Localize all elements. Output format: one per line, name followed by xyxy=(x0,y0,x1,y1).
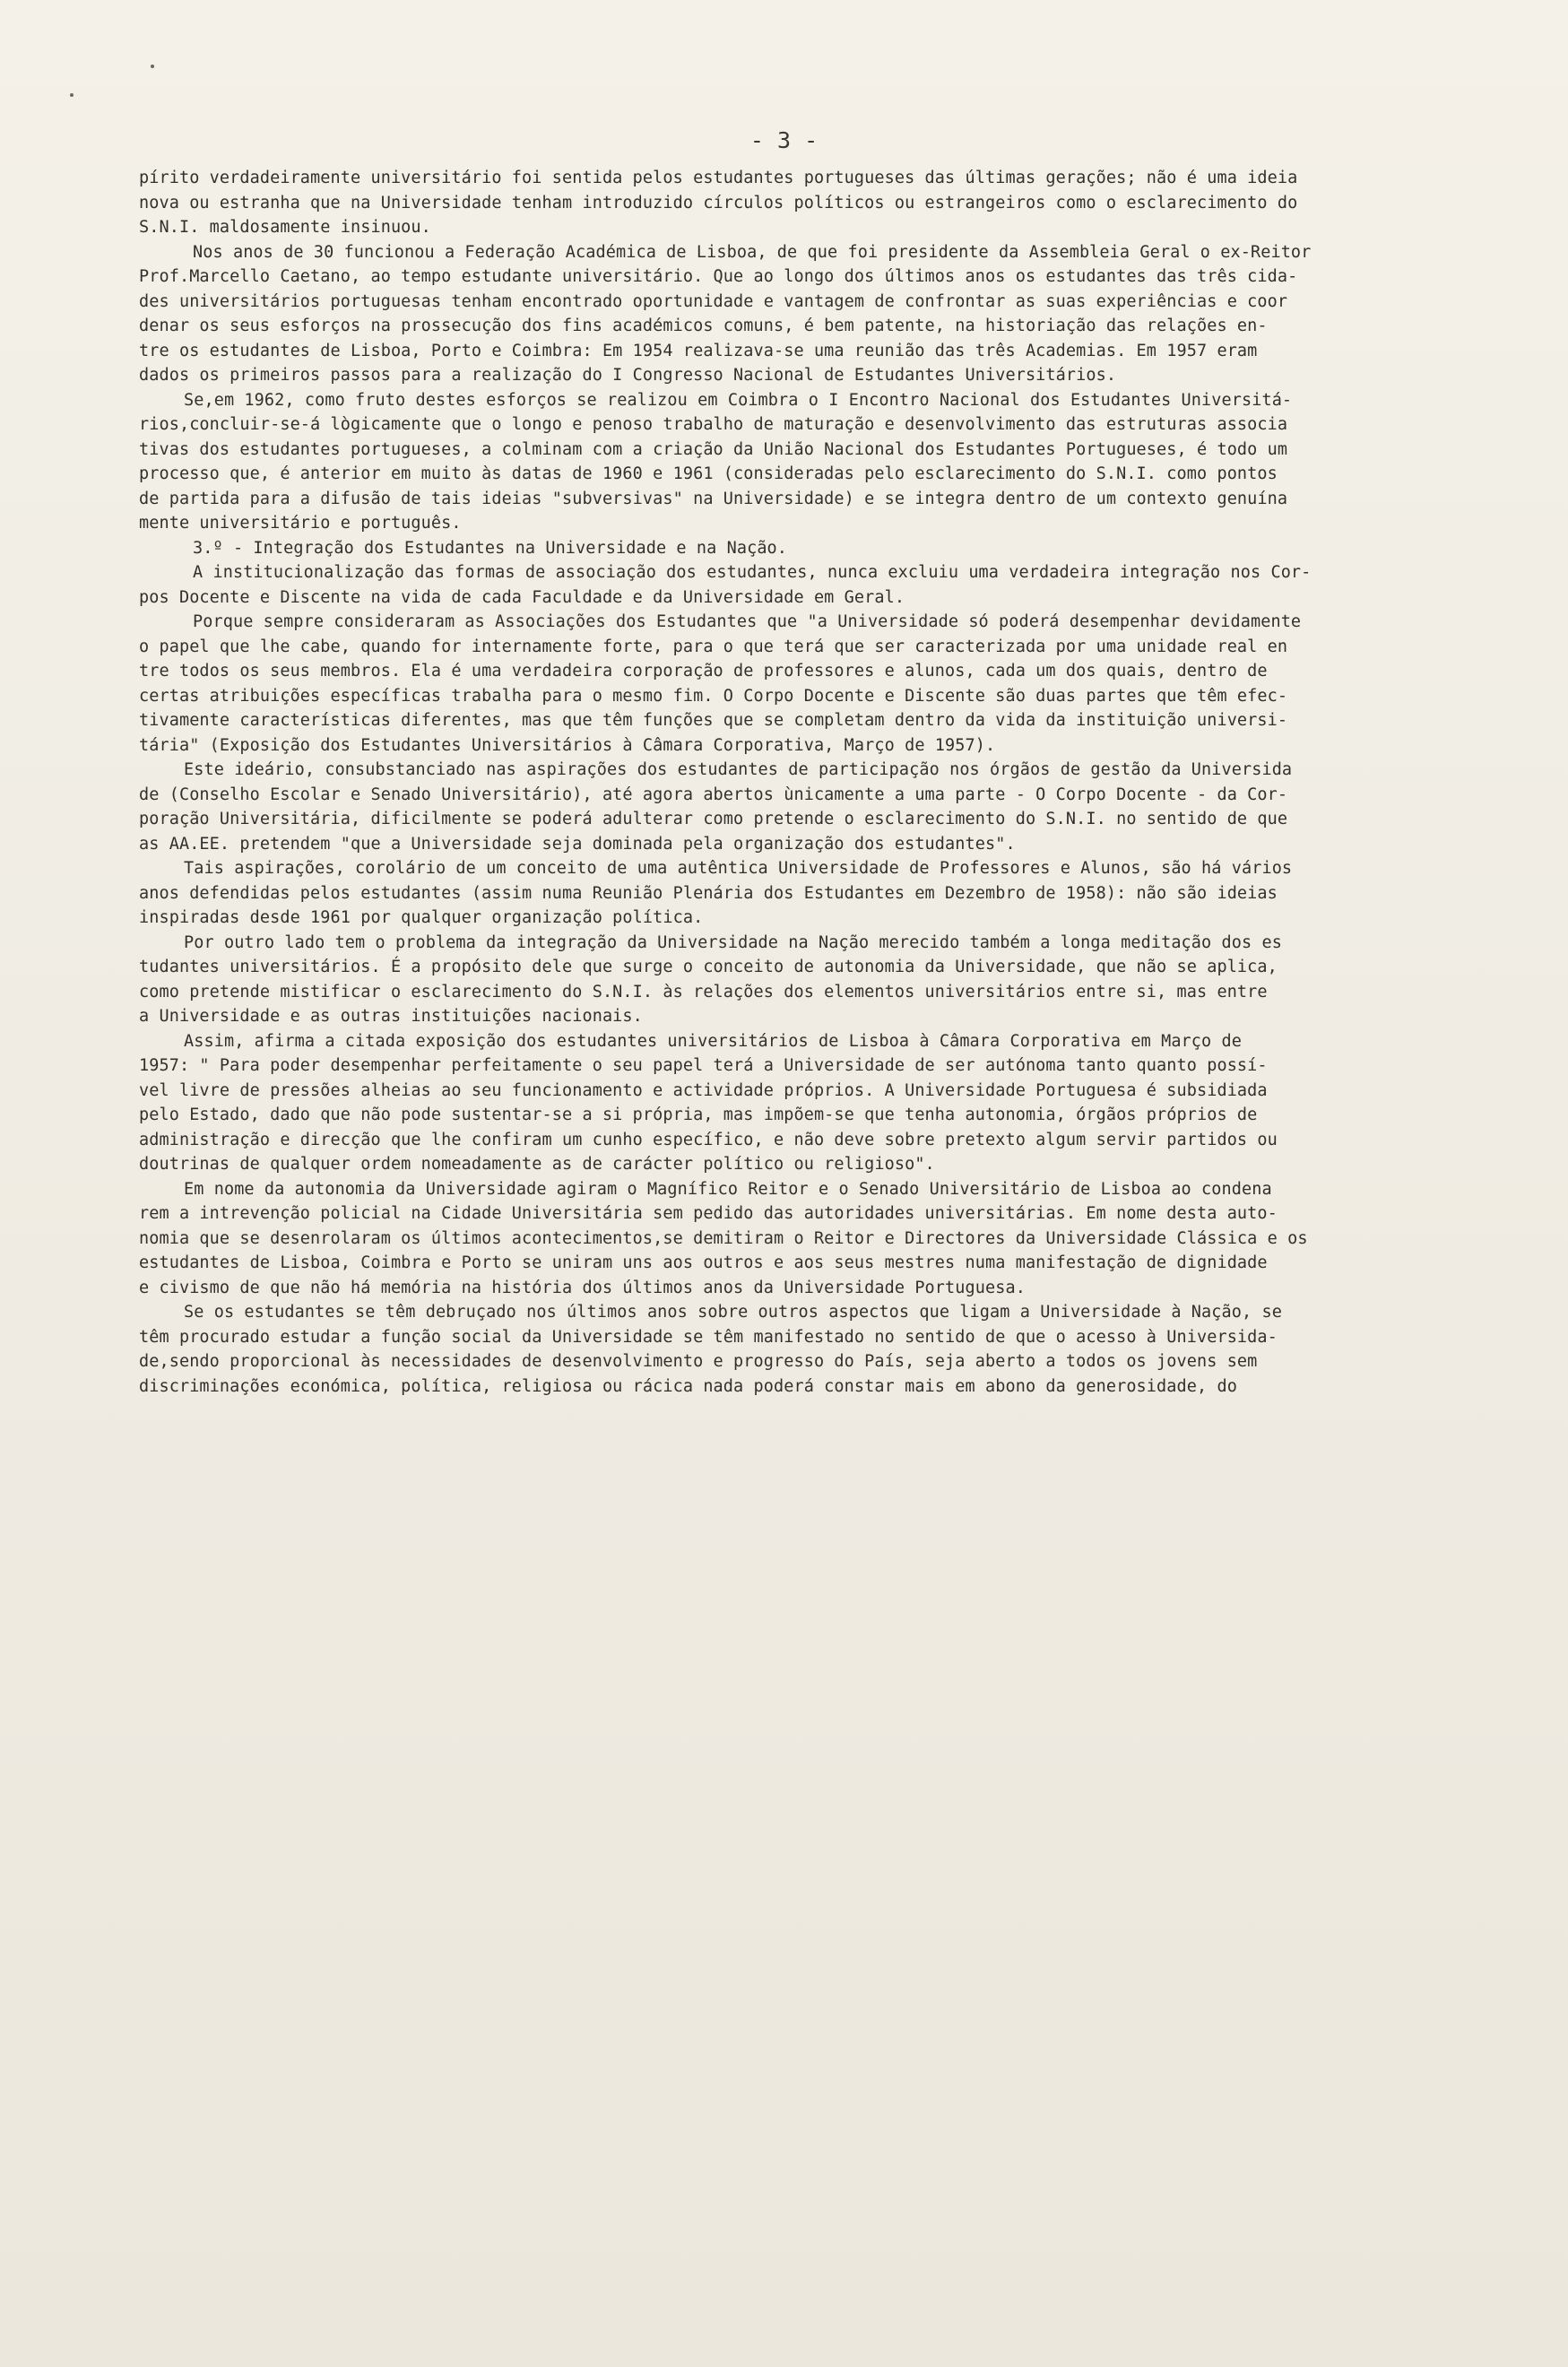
text-line: as AA.EE. pretendem "que a Universidade seja dominada pela organização dos estudantes". xyxy=(139,834,1016,854)
text-line: a Universidade e as outras instituições nacionais. xyxy=(139,1007,643,1026)
text-line: nomia que se desenrolaram os últimos acontecimentos,se demitiram o Reitor e Directores da Universidade Clássica e os xyxy=(139,1228,1308,1248)
text-line: processo que, é anterior em muito às datas de 1960 e 1961 (consideradas pelo esclarecimento do S.N.I. como pontos xyxy=(139,464,1278,483)
text-line: Este ideário, consubstanciado nas aspirações dos estudantes de participação nos órgãos de gestão da Universida xyxy=(184,760,1293,779)
text-line: de (Conselho Escolar e Senado Universitário), até agora abertos ùnicamente a uma parte - O Corpo Docente - da Cor- xyxy=(139,785,1288,804)
text-line: Por outro lado tem o problema da integração da Universidade na Nação merecido também a longa meditação dos es xyxy=(184,932,1282,952)
text-line: Se,em 1962, como fruto destes esforços se realizou em Coimbra o I Encontro Nacional dos Estudantes Universitá- xyxy=(184,390,1293,410)
text-line: inspiradas desde 1961 por qualquer organização política. xyxy=(139,908,704,927)
document-body xyxy=(139,166,1439,1399)
text-line: o papel que lhe cabe, quando for internamente forte, para o que terá que ser caracterizada por uma unidade real en xyxy=(139,637,1288,656)
text-line: 3.º - Integração dos Estudantes na Universidade e na Nação. xyxy=(193,538,788,558)
text-line: Porque sempre consideraram as Associações dos Estudantes que "a Universidade só poderá desempenhar devidamente xyxy=(193,612,1302,631)
text-line: 1957: " Para poder desempenhar perfeitamente o seu papel terá a Universidade de ser autónoma tanto quanto possí- xyxy=(139,1056,1268,1075)
text-line: denar os seus esforços na prossecução dos fins académicos comuns, é bem patente, na historiação das relações en- xyxy=(139,316,1268,335)
text-line: A institucionalização das formas de associação dos estudantes, nunca excluiu uma verdadeira integração nos Cor- xyxy=(193,563,1312,582)
text-line: administração e direcção que lhe confiram um cunho específico, e não deve sobre pretexto algum servir partidos ou xyxy=(139,1130,1278,1149)
text-line: des universitários portuguesas tenham encontrado oportunidade e vantagem de confrontar as suas experiências e coor xyxy=(139,291,1288,311)
text-line: anos defendidas pelos estudantes (assim numa Reunião Plenária dos Estudantes em Dezembro de 1958): não são ideias xyxy=(139,883,1278,903)
text-line: doutrinas de qualquer ordem nomeadamente as de carácter político ou religioso". xyxy=(139,1155,935,1174)
text-line: poração Universitária, dificilmente se poderá adulterar como pretende o esclarecimento do S.N.I. no sentido de que xyxy=(139,810,1288,828)
page-number: - 3 - xyxy=(749,127,819,153)
text-line: mente universitário e português. xyxy=(139,514,462,533)
text-line: vel livre de pressões alheias ao seu funcionamento e actividade próprios. A Universidade Portuguesa é subsidiada xyxy=(139,1080,1268,1100)
text-line: tudantes universitários. É a propósito dele que surge o conceito de autonomia da Universidade, que não se aplica, xyxy=(139,958,1278,976)
text-line: S.N.I. maldosamente insinuou. xyxy=(139,218,431,237)
text-line: certas atribuições específicas trabalha para o mesmo fim. O Corpo Docente e Discente são duas partes que têm efec- xyxy=(139,686,1288,706)
text-line: nova ou estranha que na Universidade tenham introduzido círculos políticos ou estrangeiros como o esclarecimento do xyxy=(139,193,1298,212)
text-line: Assim, afirma a citada exposição dos estudantes universitários de Lisboa à Câmara Corporativa em Março de xyxy=(184,1031,1242,1051)
text-line: Nos anos de 30 funcionou a Federação Académica de Lisboa, de que foi presidente da Assembleia Geral o ex-Reitor xyxy=(193,242,1312,262)
paper-speck xyxy=(151,65,154,68)
text-line: Se os estudantes se têm debruçado nos últimos anos sobre outros aspectos que ligam a Universidade à Nação, se xyxy=(184,1303,1282,1322)
text-line: estudantes de Lisboa, Coimbra e Porto se uniram uns aos outros e aos seus mestres numa manifestação de dignidade xyxy=(139,1253,1268,1272)
text-line: tivas dos estudantes portugueses, a colminam com a criação da União Nacional dos Estudantes Portugueses, é todo um xyxy=(139,439,1288,459)
text-line: como pretende mistificar o esclarecimento do S.N.I. às relações dos elementos universitários entre si, mas entre xyxy=(139,982,1268,1001)
text-line: rem a intrevenção policial na Cidade Universitária sem pedido das autoridades universitárias. Em nome desta auto- xyxy=(139,1204,1278,1223)
text-line: de partida para a difusão de tais ideias "subversivas" na Universidade) e se integra dentro de um contexto genuína xyxy=(139,489,1288,508)
text-line: pelo Estado, dado que não pode sustentar-se a si própria, mas impõem-se que tenha autonomia, órgãos próprios de xyxy=(139,1105,1258,1124)
text-line: tivamente características diferentes, mas que têm funções que se completam dentro da vida da instituição universi- xyxy=(139,711,1288,730)
text-line: rios,concluir-se-á lògicamente que o longo e penoso trabalho de maturação e desenvolvimento das estruturas associa xyxy=(139,415,1288,434)
text-line: tre os estudantes de Lisboa, Porto e Coimbra: Em 1954 realizava-se uma reunião das três Academias. Em 1957 eram xyxy=(139,341,1258,360)
text-line: têm procurado estudar a função social da Universidade se têm manifestado no sentido de que o acesso à Universida- xyxy=(139,1327,1278,1347)
text-line: Tais aspirações, corolário de um conceito de uma autêntica Universidade de Professores e Alunos, são há vários xyxy=(184,859,1293,878)
text-line: discriminações económica, política, religiosa ou rácica nada poderá constar mais em abono da generosidade, do xyxy=(139,1376,1237,1396)
text-line: pírito verdadeiramente universitário foi sentida pelos estudantes portugueses das últimas gerações; não é uma ideia xyxy=(139,169,1298,187)
text-line: pos Docente e Discente na vida de cada Faculdade e da Universidade em Geral. xyxy=(139,587,905,607)
paper-speck xyxy=(70,93,74,97)
text-line: Prof.Marcello Caetano, ao tempo estudante universitário. Que ao longo dos últimos anos os estudantes das três cida- xyxy=(139,267,1298,286)
text-line: tre todos os seus membros. Ela é uma verdadeira corporação de professores e alunos, cada um dos quais, dentro de xyxy=(139,662,1268,681)
text-line: de,sendo proporcional às necessidades de desenvolvimento e progresso do País, seja aberto a todos os jovens sem xyxy=(139,1352,1258,1371)
text-line: dados os primeiros passos para a realização do I Congresso Nacional de Estudantes Universitários. xyxy=(139,366,1117,385)
text-line: tária" (Exposição dos Estudantes Universitários à Câmara Corporativa, Março de 1957). xyxy=(139,735,996,755)
text-line: e civismo de que não há memória na história dos últimos anos da Universidade Portuguesa. xyxy=(139,1278,1026,1297)
text-line: Em nome da autonomia da Universidade agiram o Magnífico Reitor e o Senado Universitário de Lisboa ao condena xyxy=(184,1179,1272,1199)
